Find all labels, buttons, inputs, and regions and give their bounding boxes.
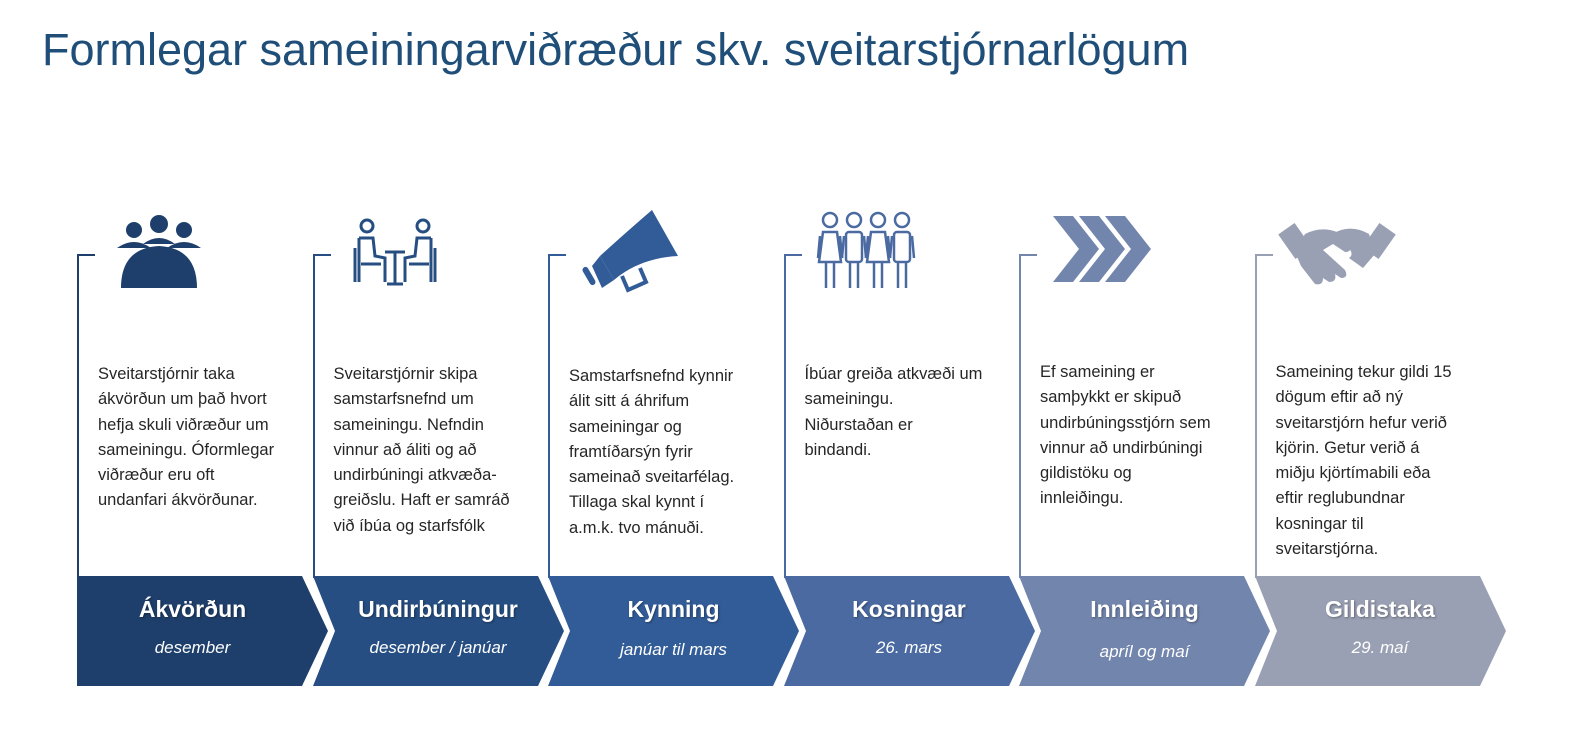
step-date: 26. mars (875, 638, 943, 657)
step-chevron (313, 576, 564, 686)
step-chevron (1255, 576, 1506, 686)
step-description: Íbúar greiða atkvæði um sameiningu. Niðurstaðan er bindandi. (804, 365, 983, 459)
step-label: Gildistaka (1325, 596, 1435, 622)
step-label: Ákvörðun (138, 596, 247, 622)
step-description: Ef sameining er samþykkt er skipuð undirbúningsstjórn sem vinnur að undirbúningi gildistöku og innleiðingu. (1040, 363, 1211, 508)
step-date: 29. maí (1351, 638, 1409, 657)
step-label: Kosningar (852, 596, 966, 622)
step-bracket (313, 254, 335, 578)
step-date: desember (154, 638, 231, 657)
step-description: Sveitarstjórnir taka ákvörðun um það hvort hefja skuli viðræður um sameiningu. Óformlegar viðræður eru oft undanfari ákvörðunar. (98, 365, 275, 510)
meeting-icon (97, 204, 221, 294)
step-chevron (77, 576, 328, 686)
step-label: Undirbúningur (358, 596, 518, 622)
step-bracket (1019, 254, 1041, 578)
megaphone-icon (568, 204, 692, 294)
discussion-icon (333, 204, 457, 294)
voters-icon (804, 204, 928, 294)
step-date: janúar til mars (620, 640, 727, 659)
step-date: apríl og maí (1099, 642, 1190, 661)
step-label: Kynning (627, 596, 720, 622)
step-bracket (1255, 254, 1277, 578)
step-chevron (784, 576, 1035, 686)
step-bracket (77, 254, 99, 578)
step-description: Sameining tekur gildi 15 dögum eftir að ný sveitarstjórn hefur verið kjörin. Getur verið á miðju kjörtímabili eða eftir reglubundnar kosningar til sveitarstjórna. (1275, 363, 1452, 559)
step-description: Sveitarstjórnir skipa samstarfsnefnd um sameiningu. Nefndin vinnur að áliti og að undirbúningi atkvæða- greiðslu. Haft er samráð við íbúa og starfsfólk (333, 365, 510, 535)
step-label: Innleiðing (1090, 596, 1199, 622)
step-bracket (784, 254, 806, 578)
chevrons-icon (1039, 204, 1163, 294)
step-chevron (1019, 576, 1270, 686)
step-bracket (548, 254, 570, 578)
step-description: Samstarfsnefnd kynnir álit sitt á áhrifum sameiningar og framtíðarsýn fyrir sameinað sveitarfélag. Tillaga skal kynnt í a.m.k. tvo mánuði. (569, 367, 735, 537)
handshake-icon (1275, 204, 1399, 294)
step-chevron (548, 576, 799, 686)
page-title: Formlegar sameiningarviðræður skv. sveitarstjórnarlögum (42, 24, 1190, 75)
step-date: desember / janúar (369, 638, 507, 657)
